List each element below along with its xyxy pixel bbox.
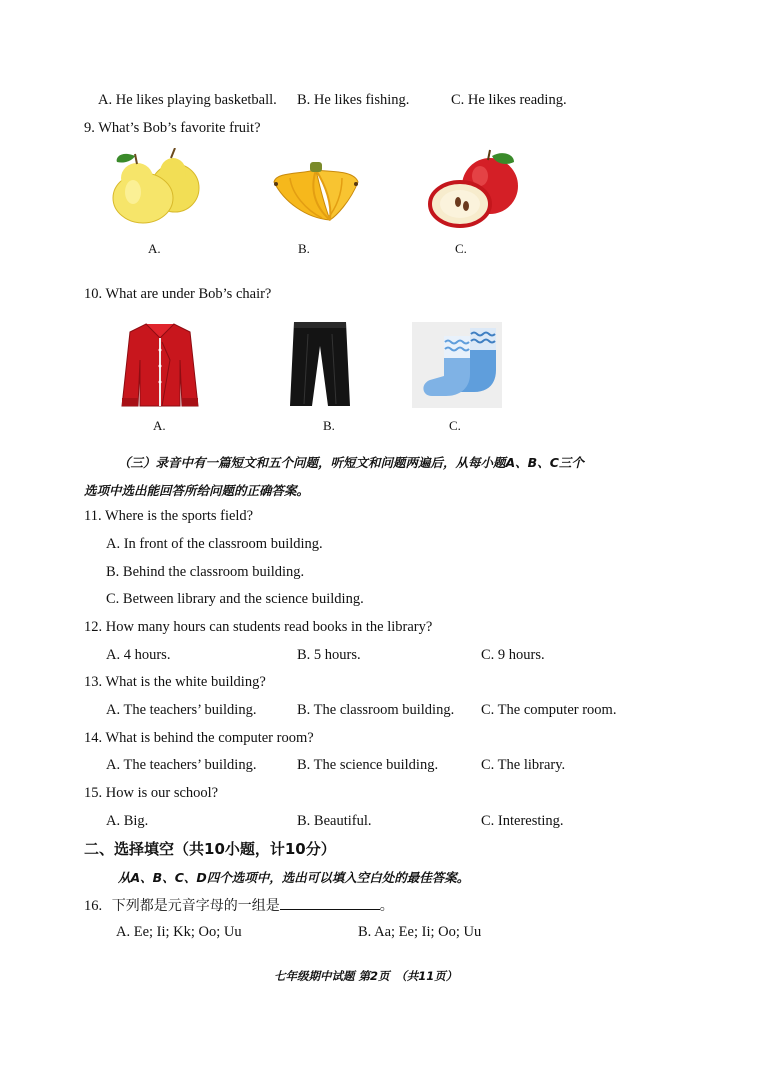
q11-option-b: B. Behind the classroom building. bbox=[106, 564, 305, 580]
q16-question bbox=[84, 895, 394, 915]
q16-text: 下列都是元音字母的一组是 bbox=[111, 898, 280, 914]
section3-instruction-line2: 选项中选出能回答所给问题的正确答案。 bbox=[84, 483, 310, 498]
q11-question: 11. Where is the sports field? bbox=[84, 508, 254, 524]
pear-icon bbox=[107, 148, 205, 228]
q14-option-b: B. The science building. bbox=[297, 757, 439, 773]
q9-question: 9. What’s Bob’s favorite fruit? bbox=[84, 120, 261, 136]
q11-option-a: A. In front of the classroom building. bbox=[106, 536, 323, 552]
q14-option-a: A. The teachers’ building. bbox=[106, 757, 257, 773]
q16-end: 。 bbox=[379, 898, 394, 914]
q12-option-b: B. 5 hours. bbox=[297, 647, 361, 663]
q16-option-b: B. Aa; Ee; Ii; Oo; Uu bbox=[358, 924, 482, 940]
q9-label-a: A. bbox=[148, 241, 161, 256]
q13-option-c: C. The computer room. bbox=[481, 702, 617, 718]
blue-socks-icon bbox=[412, 322, 502, 408]
part2-heading: 二、选择填空（共10小题，计10分） bbox=[84, 840, 336, 858]
q13-question: 13. What is the white building? bbox=[84, 674, 266, 690]
q16-option-a: A. Ee; Ii; Kk; Oo; Uu bbox=[116, 924, 242, 940]
q8-option-a: A. He likes playing basketball. bbox=[98, 92, 277, 108]
q9-label-b: B. bbox=[298, 241, 310, 256]
q10-question: 10. What are under Bob’s chair? bbox=[84, 286, 272, 302]
apple-icon bbox=[428, 148, 522, 230]
q13-option-a: A. The teachers’ building. bbox=[106, 702, 257, 718]
q8-option-b: B. He likes fishing. bbox=[297, 92, 410, 108]
q11-option-c: C. Between library and the science building. bbox=[106, 591, 364, 607]
q16-number: 16. bbox=[84, 898, 103, 914]
q12-option-c: C. 9 hours. bbox=[481, 647, 545, 663]
q8-option-c: C. He likes reading. bbox=[451, 92, 567, 108]
section3-instruction-line1: （三）录音中有一篇短文和五个问题，听短文和问题两遍后，从每小题A、B、C三个 bbox=[118, 455, 584, 470]
q12-question: 12. How many hours can students read books in the library? bbox=[84, 619, 433, 635]
q10-label-c: C. bbox=[449, 418, 461, 433]
q15-option-b: B. Beautiful. bbox=[297, 813, 372, 829]
page-footer: 七年级期中试题 第2页 （共11页） bbox=[274, 969, 458, 983]
part2-instruction: 从A、B、C、D四个选项中，选出可以填入空白处的最佳答案。 bbox=[118, 870, 470, 885]
q10-label-a: A. bbox=[153, 418, 166, 433]
q10-label-b: B. bbox=[323, 418, 335, 433]
q13-option-b: B. The classroom building. bbox=[297, 702, 455, 718]
q15-option-a: A. Big. bbox=[106, 813, 149, 829]
q14-question: 14. What is behind the computer room? bbox=[84, 730, 314, 746]
banana-icon bbox=[270, 160, 362, 224]
red-shirt-icon bbox=[118, 320, 202, 408]
q12-option-a: A. 4 hours. bbox=[106, 647, 171, 663]
q15-option-c: C. Interesting. bbox=[481, 813, 564, 829]
q16-answer-blank[interactable] bbox=[280, 895, 380, 910]
q9-label-c: C. bbox=[455, 241, 467, 256]
black-pants-icon bbox=[288, 320, 352, 408]
q14-option-c: C. The library. bbox=[481, 757, 566, 773]
q15-question: 15. How is our school? bbox=[84, 785, 219, 801]
